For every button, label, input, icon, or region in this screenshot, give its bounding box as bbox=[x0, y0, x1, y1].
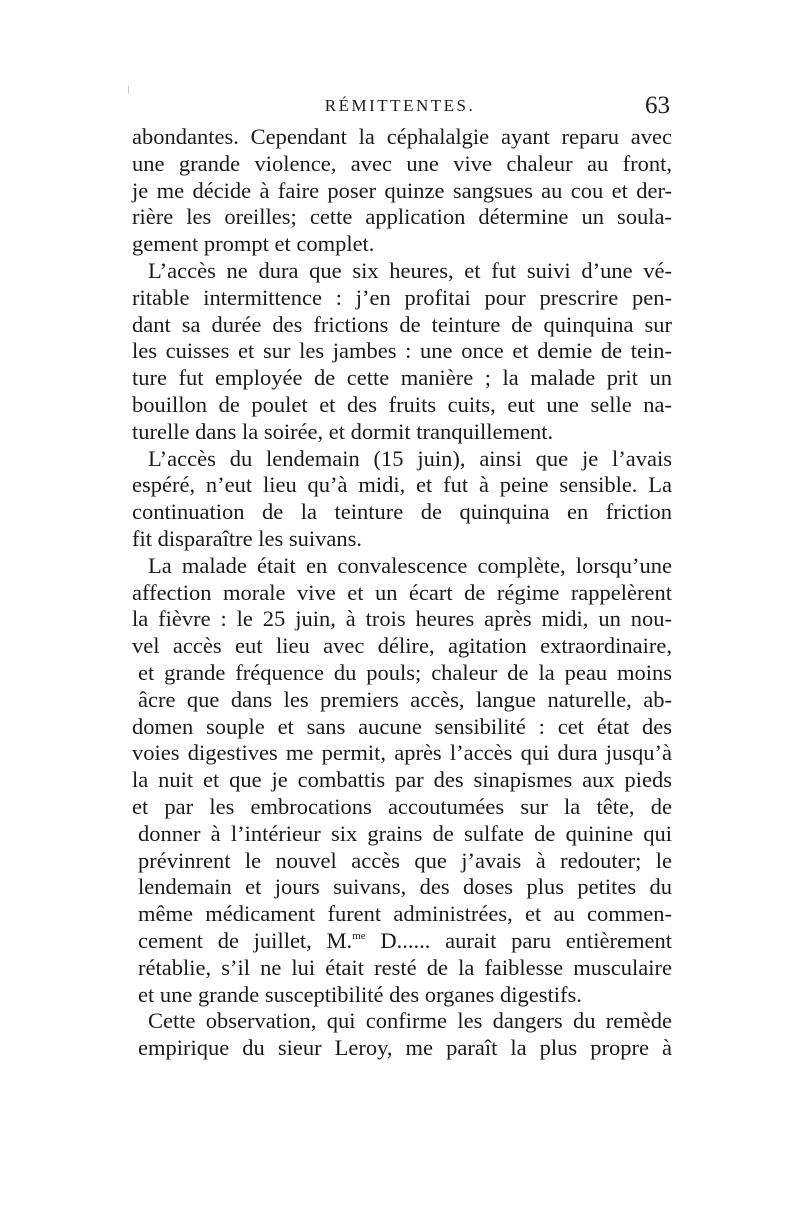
line-start: cement de juillet, M. bbox=[138, 927, 353, 953]
running-title: RÉMITTENTES. bbox=[324, 96, 476, 115]
line-end: D...... aurait paru entièrement bbox=[365, 927, 673, 953]
text-line: continuation de la teinture de quinquina en friction bbox=[132, 499, 672, 525]
text-line: rétablie, s’il ne lui était resté de la faiblesse musculaire bbox=[138, 954, 672, 980]
text-line: espéré, n’eut lieu qu’à midi, et fut à peine sensible. La bbox=[132, 472, 672, 498]
text-line: et une grande susceptibilité des organes digestifs. bbox=[138, 981, 582, 1007]
text-line: la nuit et que je combattis par des sinapismes aux pieds bbox=[132, 767, 672, 793]
text-line: domen souple et sans aucune sensibilité : cet état des bbox=[132, 713, 672, 739]
text-line: L’accès ne dura que six heures, et fut suivi d’une vé- bbox=[148, 257, 672, 283]
text-line: je me décide à faire poser quinze sangsues au cou et der- bbox=[132, 177, 672, 203]
text-line: affection morale vive et un écart de régime rappelèrent bbox=[132, 579, 672, 605]
text-line: dant sa durée des frictions de teinture de quinquina sur bbox=[132, 311, 672, 337]
text-line: même médicament furent administrées, et au commen- bbox=[138, 901, 672, 927]
text-line: rière les oreilles; cette application détermine un soula- bbox=[132, 204, 672, 230]
page-number: 63 bbox=[645, 92, 670, 119]
text-line: lendemain et jours suivans, des doses plus petites du bbox=[138, 874, 672, 900]
text-line: turelle dans la soirée, et dormit tranquillement. bbox=[132, 418, 554, 444]
text-line: et grande fréquence du pouls; chaleur de la peau moins bbox=[138, 659, 672, 685]
text-line-with-superscript bbox=[132, 928, 672, 955]
text-line: La malade était en convalescence complète, lorsqu’une bbox=[148, 552, 672, 578]
text-line: donner à l’intérieur six grains de sulfate de quinine qui bbox=[138, 820, 672, 846]
text-line: vel accès eut lieu avec délire, agitation extraordinaire, bbox=[132, 633, 672, 659]
text-line: Cette observation, qui confirme les dangers du remède bbox=[148, 1008, 672, 1034]
text-line: abondantes. Cependant la céphalalgie ayant reparu avec bbox=[132, 124, 672, 149]
text-line: bouillon de poulet et des fruits cuits, eut une selle na- bbox=[132, 391, 672, 417]
text-line: prévinrent le nouvel accès que j’avais à redouter; le bbox=[138, 847, 672, 873]
text-line: et par les embrocations accoutumées sur la tête, de bbox=[132, 793, 672, 819]
text-line: empirique du sieur Leroy, me paraît la plus propre à bbox=[138, 1035, 672, 1061]
text-line: fit disparaître les suivans. bbox=[132, 525, 362, 551]
body-text bbox=[132, 124, 672, 1062]
text-line: la fièvre : le 25 juin, à trois heures après midi, un nou- bbox=[132, 606, 672, 632]
text-line: ture fut employée de cette manière ; la malade prit un bbox=[132, 365, 672, 391]
running-head bbox=[130, 92, 670, 120]
text-line: voies digestives me permit, après l’accès qui dura jusqu’à bbox=[132, 740, 672, 766]
text-line: une grande violence, avec une vive chaleur au front, bbox=[132, 150, 672, 176]
superscript-abbrev: me bbox=[352, 929, 366, 942]
text-line: âcre que dans les premiers accès, langue naturelle, ab- bbox=[138, 686, 672, 712]
text-line: gement prompt et complet. bbox=[132, 231, 375, 257]
paper-speck bbox=[128, 86, 129, 94]
text-line: ritable intermittence : j’en profitai pour prescrire pen- bbox=[132, 284, 672, 310]
text-line: les cuisses et sur les jambes : une once et demie de tein- bbox=[132, 338, 672, 364]
text-line: L’accès du lendemain (15 juin), ainsi que je l’avais bbox=[148, 445, 672, 471]
